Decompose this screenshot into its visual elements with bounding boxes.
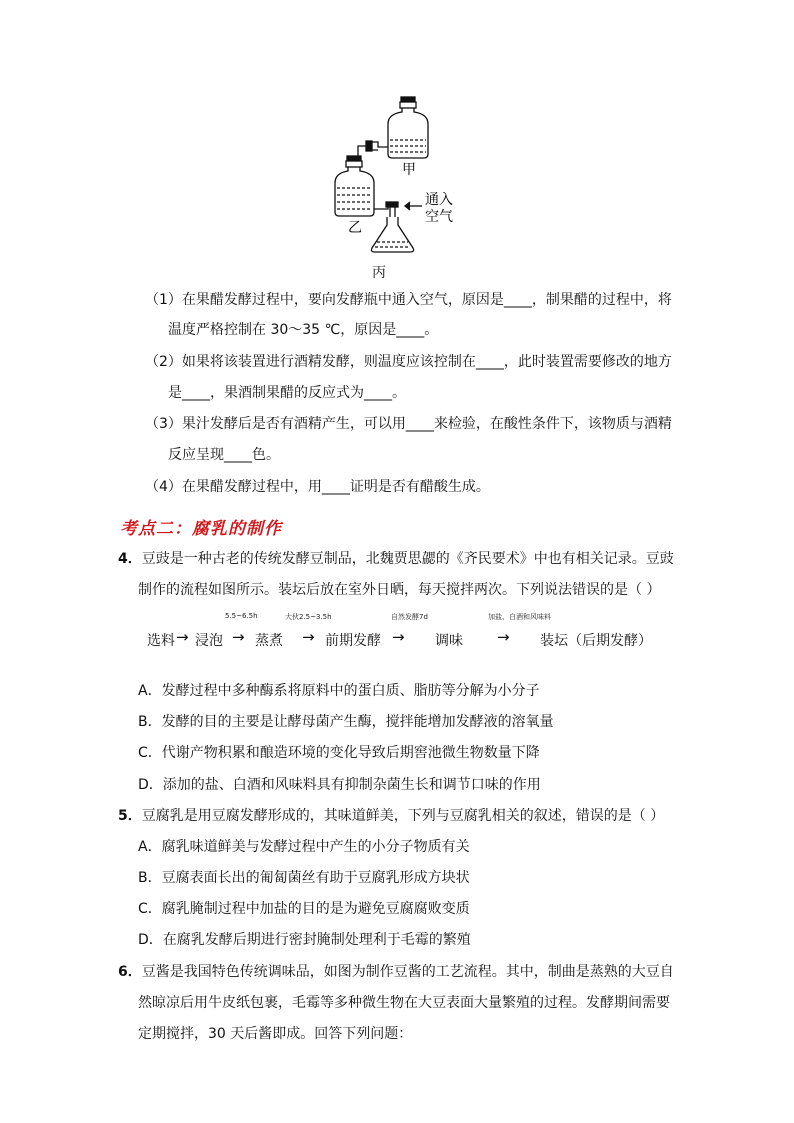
label-air-line1: 通入 xyxy=(425,192,453,208)
flow-arrow: → xyxy=(497,628,510,646)
q3-sub4: （4）在果醋发酵过程中，用____证明是否有醋酸生成。 xyxy=(145,479,490,495)
q4-option-d[interactable]: D．添加的盐、白酒和风味料具有抑制杂菌生长和调节口味的作用 xyxy=(138,777,541,793)
flow-arrow: → xyxy=(176,628,189,646)
q5-option-a[interactable]: A．腐乳味道鲜美与发酵过程中产生的小分子物质有关 xyxy=(138,839,470,855)
flow-step-season: 调味 xyxy=(435,633,463,649)
flow-caption-additives: 加盐、白酒和风味料 xyxy=(488,613,551,621)
q5-stem xyxy=(118,806,664,826)
q3-sub2-line1: （2）如果将该装置进行酒精发酵，则温度应该控制在____，此时装置需要修改的地方 xyxy=(145,354,672,370)
q5-stem-text: 豆腐乳是用豆腐发酵形成的，其味道鲜美，下列与豆腐乳相关的叙述，错误的是（ ） xyxy=(141,808,665,824)
q6-stem-line2: 然晾凉后用牛皮纸包裹，毛霉等多种微生物在大豆表面大量繁殖的过程。发酵期间需要 xyxy=(138,995,670,1011)
q4-option-a[interactable]: A．发酵过程中多种酶系将原料中的蛋白质、脂肪等分解为小分子 xyxy=(138,683,540,699)
flow-caption-steam-time: 大伙2.5~3.5h xyxy=(285,613,332,621)
flow-step-jar: 装坛（后期发酵） xyxy=(540,633,652,649)
q3-sub1-line1: （1）在果醋发酵过程中，要向发酵瓶中通入空气，原因是____，制果醋的过程中，将 xyxy=(145,292,672,308)
q4-stem-line2: 制作的流程如图所示。装坛后放在室外日晒，每天搅拌两次。下列说法错误的是（ ） xyxy=(138,582,661,598)
q3-sub1-line2: 温度严格控制在 30～35 ℃，原因是____。 xyxy=(168,322,439,338)
q4-process-flow xyxy=(145,612,665,652)
q5-option-c[interactable]: C．腐乳腌制过程中加盐的目的是为避免豆腐腐败变质 xyxy=(138,901,470,917)
q4-stem-a: 豆豉是一种古老的传统发酵豆制品，北魏贾思勰的《齐民要术》中也有相关记录。豆豉 xyxy=(141,551,674,567)
q5-number: 5． xyxy=(118,808,142,824)
flow-step-select: 选料 xyxy=(147,633,175,649)
q6-stem-line1 xyxy=(118,962,674,982)
flow-caption-ferment-time: 自然发酵7d xyxy=(391,613,428,621)
section-title: 考点二：腐乳的制作 xyxy=(120,519,282,539)
label-jia: 甲 xyxy=(402,162,416,178)
q3-sub2-line2: 是____，果酒制果醋的反应式为____。 xyxy=(168,385,406,401)
q6-number: 6． xyxy=(118,964,142,980)
q4-option-b[interactable]: B．发酵的目的主要是让酵母菌产生酶，搅拌能增加发酵液的溶氧量 xyxy=(138,714,554,730)
label-yi: 乙 xyxy=(348,220,362,236)
flow-step-steam: 蒸煮 xyxy=(255,633,283,649)
q4-number: 4． xyxy=(118,551,142,567)
label-air-line2: 空气 xyxy=(425,209,453,225)
q6-stem-line3: 定期搅拌，30 天后酱即成。回答下列问题： xyxy=(138,1026,413,1042)
q4-option-c[interactable]: C．代谢产物积累和酿造环境的变化导致后期窖池微生物数量下降 xyxy=(138,745,540,761)
fermentation-apparatus-diagram xyxy=(330,92,470,257)
q6-stem-a: 豆酱是我国特色传统调味品，如图为制作豆酱的工艺流程。其中，制曲是蒸熟的大豆自 xyxy=(141,964,674,980)
q5-option-d[interactable]: D．在腐乳发酵后期进行密封腌制处理利于毛霉的繁殖 xyxy=(138,932,471,948)
q3-sub3-line2: 反应呈现____色。 xyxy=(168,447,280,463)
q5-option-b[interactable]: B．豆腐表面长出的匍匐菌丝有助于豆腐乳形成方块状 xyxy=(138,870,470,886)
flow-step-early-ferment: 前期发酵 xyxy=(325,633,381,649)
q4-stem-line1 xyxy=(118,549,674,569)
flow-step-soak: 浸泡 xyxy=(195,633,223,649)
flow-arrow: → xyxy=(232,628,245,646)
flow-arrow: → xyxy=(392,628,405,646)
q3-sub3-line1: （3）果汁发酵后是否有酒精产生，可以用____来检验，在酸性条件下，该物质与酒精 xyxy=(145,416,672,432)
flow-arrow: → xyxy=(302,628,315,646)
label-bing: 丙 xyxy=(372,265,386,281)
flow-caption-soak-time: 5.5~6.5h xyxy=(225,612,258,620)
